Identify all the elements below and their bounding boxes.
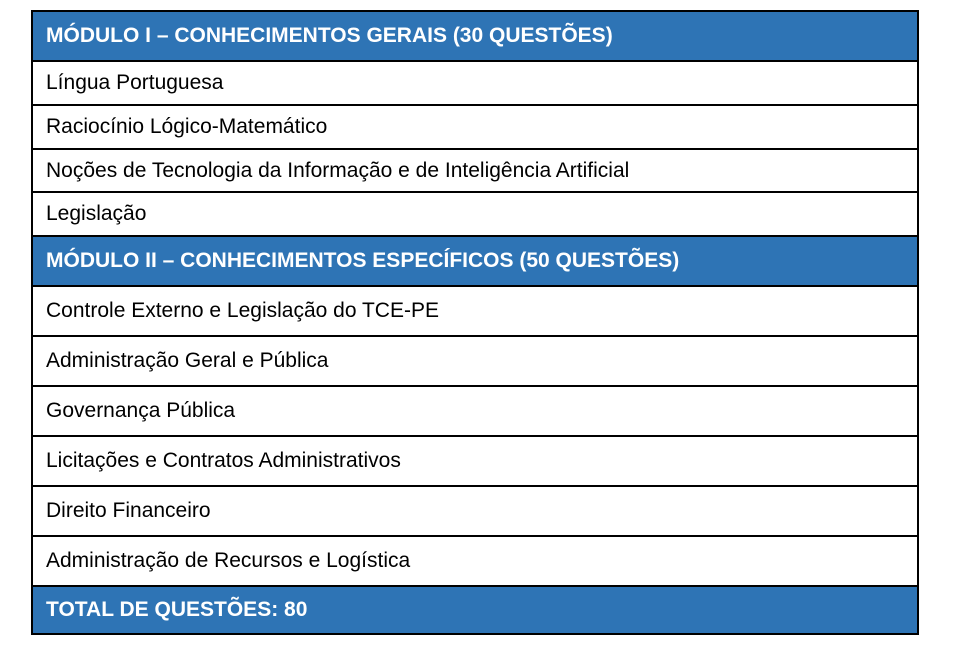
subject-row: Administração Geral e Pública bbox=[33, 337, 917, 387]
subject-row: Controle Externo e Legislação do TCE-PE bbox=[33, 287, 917, 337]
subject-row: Legislação bbox=[33, 193, 917, 237]
subject-row: Direito Financeiro bbox=[33, 487, 917, 537]
subject-row: Raciocínio Lógico-Matemático bbox=[33, 106, 917, 150]
subject-row: Governança Pública bbox=[33, 387, 917, 437]
subject-row: Administração de Recursos e Logística bbox=[33, 537, 917, 587]
module-2-header: MÓDULO II – CONHECIMENTOS ESPECÍFICOS (50 QUESTÕES) bbox=[33, 237, 917, 287]
exam-content-table bbox=[31, 10, 919, 635]
module-1-header: MÓDULO I – CONHECIMENTOS GERAIS (30 QUESTÕES) bbox=[33, 12, 917, 62]
subject-row: Língua Portuguesa bbox=[33, 62, 917, 106]
subject-row: Noções de Tecnologia da Informação e de Inteligência Artificial bbox=[33, 150, 917, 193]
total-questions-row: TOTAL DE QUESTÕES: 80 bbox=[33, 587, 917, 633]
subject-row: Licitações e Contratos Administrativos bbox=[33, 437, 917, 487]
